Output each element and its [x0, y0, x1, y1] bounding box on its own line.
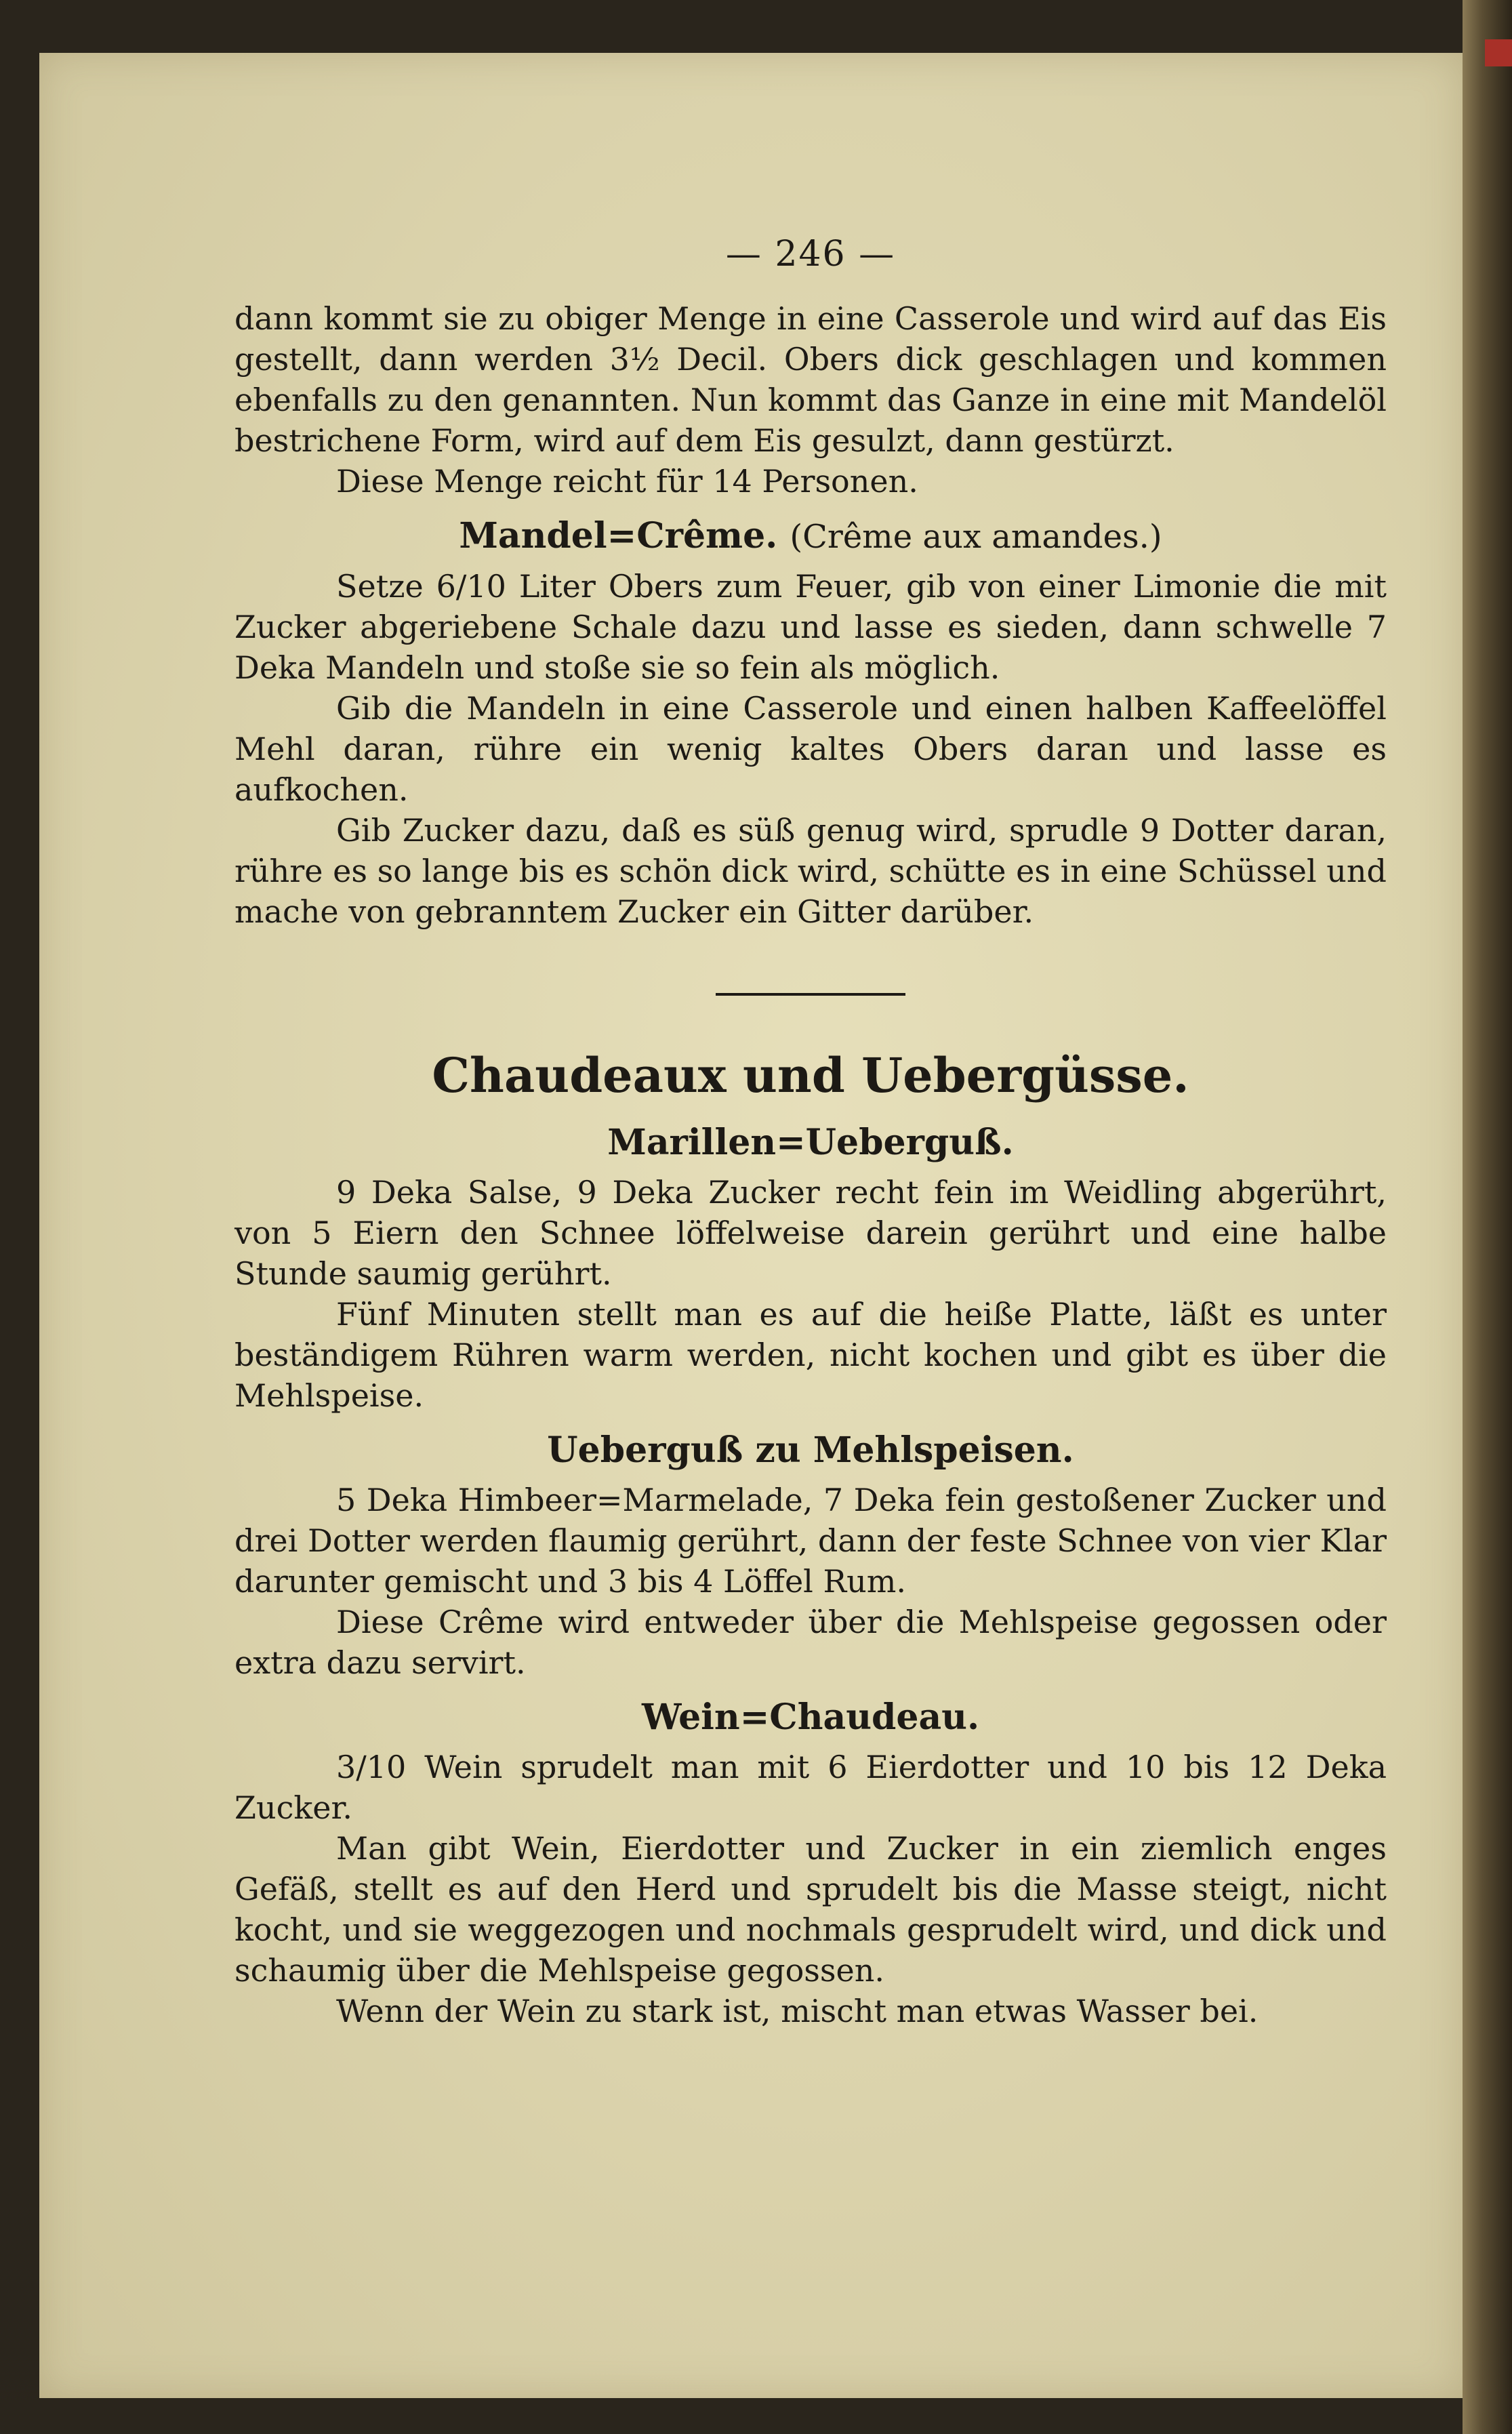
intro-paragraph-1: dann kommt sie zu obiger Menge in eine Casserole und wird auf das Eis gestellt, dann werden 3½ Decil. Obers dick geschlagen und kommen ebenfalls zu den genannten. Nun kommt das Ganze in eine mit Mandelöl bestrichene Form, wird auf dem Eis gesulzt, dann gestürzt.	[234, 300, 1387, 459]
mandel-creme-title: Mandel=Crême.	[459, 515, 778, 556]
intro-paragraph-2: Diese Menge reicht für 14 Personen.	[336, 463, 918, 500]
marillen-title: Marillen=Ueberguß.	[607, 1122, 1014, 1163]
mandel-creme-subtitle: (Crême aux amandes.)	[790, 518, 1162, 556]
wein-title: Wein=Chaudeau.	[641, 1697, 980, 1738]
wein-paragraph-2: Man gibt Wein, Eierdotter und Zucker in ein ziemlich enges Gefäß, stellt es auf den Herd und sprudelt bis die Masse steigt, nicht kocht, und sie weggezogen und nochmals gesprudelt wird, und dick und schaumig über die Mehlspeise gegossen.	[234, 1830, 1387, 1989]
mandel-creme-paragraph-1: Setze 6/10 Liter Obers zum Feuer, gib von einer Limonie die mit Zucker abgeriebene Schale dazu und lasse es sieden, dann schwelle 7 Deka Mandeln und stoße sie so fein als möglich.	[234, 568, 1387, 686]
ueberguss-paragraph-2: Diese Crême wird entweder über die Mehlspeise gegossen oder extra dazu servirt.	[234, 1604, 1387, 1681]
book-spine	[1463, 0, 1512, 2434]
marillen-paragraph-1: 9 Deka Salse, 9 Deka Zucker recht fein im Weidling abgerührt, von 5 Eiern den Schnee löffelweise darein gerührt und eine halbe Stunde saumig gerührt.	[234, 1174, 1387, 1292]
wein-paragraph-3: Wenn der Wein zu stark ist, mischt man etwas Wasser bei.	[336, 1993, 1259, 2029]
mandel-creme-paragraph-3: Gib Zucker dazu, daß es süß genug wird, sprudle 9 Dotter daran, rühre es so lange bis es schön dick wird, schütte es in eine Schüssel und mache von gebranntem Zucker ein Gitter darüber.	[234, 812, 1387, 930]
page-content	[234, 230, 1387, 2031]
page-number: — 246 —	[725, 234, 896, 275]
bookmark-tab	[1485, 39, 1512, 66]
ueberguss-title: Ueberguß zu Mehlspeisen.	[547, 1429, 1074, 1471]
mandel-creme-heading	[234, 512, 1387, 561]
wein-paragraph-1: 3/10 Wein sprudelt man mit 6 Eierdotter und 10 bis 12 Deka Zucker.	[234, 1749, 1387, 1826]
section-title: Chaudeaux und Uebergüsse.	[432, 1047, 1189, 1103]
section-divider	[716, 993, 905, 996]
marillen-paragraph-2: Fünf Minuten stellt man es auf die heiße Platte, läßt es unter beständigem Rühren warm werden, nicht kochen und gibt es über die Mehlspeise.	[234, 1296, 1387, 1414]
ueberguss-paragraph-1: 5 Deka Himbeer=Marmelade, 7 Deka fein gestoßener Zucker und drei Dotter werden flaumig gerührt, dann der feste Schnee von vier Klar darunter gemischt und 3 bis 4 Löffel Rum.	[234, 1482, 1387, 1600]
mandel-creme-paragraph-2: Gib die Mandeln in eine Casserole und einen halben Kaffeelöffel Mehl daran, rühre ein wenig kaltes Obers daran und lasse es aufkochen.	[234, 690, 1387, 808]
